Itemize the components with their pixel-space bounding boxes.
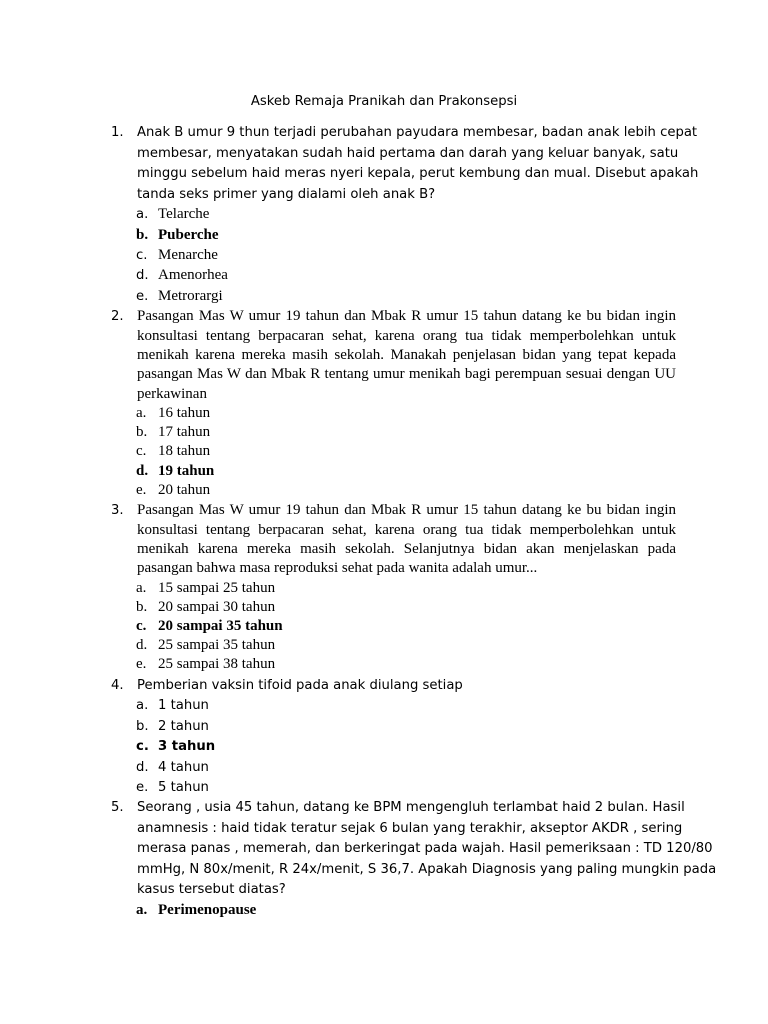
option-letter: e. [136,482,147,498]
option-text: Amenorhea [158,267,228,283]
option-text-answer: 20 sampai 35 tahun [158,618,283,634]
question-text-line: menikah karena mereka masih sekolah. Manakah penjelasan bidan yang tepat kepada [137,347,676,363]
option-text: 1 tahun [158,698,209,713]
option-text: 17 tahun [158,424,211,440]
question-text-line: Anak B umur 9 thun terjadi perubahan payudara membesar, badan anak lebih cepat [137,125,698,140]
option-letter: c. [136,618,147,634]
question-text-line: menikah karena mereka masih sekolah. Selanjutnya bidan akan menjelaskan pada [137,541,676,557]
option-text: 25 sampai 35 tahun [158,637,276,653]
option-letter: c. [136,443,147,459]
option-text: 2 tahun [158,719,209,734]
option-text: 15 sampai 25 tahun [158,580,276,596]
option-text: Menarche [158,247,218,263]
option-text: 4 tahun [158,760,209,775]
option-letter: a. [136,698,149,713]
option-letter: a. [136,405,147,421]
option-text: 18 tahun [158,443,211,459]
option-letter: b. [136,599,148,615]
option-letter: a. [136,207,149,222]
option-text-answer: 19 tahun [158,463,215,479]
option-text: 20 sampai 30 tahun [158,599,276,615]
option-text: 16 tahun [158,405,211,421]
question-number: 2. [111,309,124,324]
question-text-line: kasus tersebut diatas? [137,882,286,897]
option-letter: d. [136,637,148,653]
option-letter: e. [136,780,149,795]
option-text: 25 sampai 38 tahun [158,656,276,672]
question-text-line: pasangan Mas W dan Mbak R tentang umur menikah bagi perempuan sesuai dengan UU [137,366,676,382]
question-text-line: Seorang , usia 45 tahun, datang ke BPM mengengluh terlambat haid 2 bulan. Hasil [137,800,685,815]
option-text: 5 tahun [158,780,209,795]
question-text-line: membesar, menyatakan sudah haid pertama dan darah yang keluar banyak, satu [137,146,679,161]
question-number: 4. [111,678,124,693]
document-title: Askeb Remaja Pranikah dan Prakonsepsi [250,94,518,109]
option-letter: d. [136,268,149,283]
question-text-line: Pemberian vaksin tifoid pada anak diulang setiap [137,678,463,693]
option-text-answer: 3 tahun [158,739,216,754]
option-text: Telarche [158,206,210,222]
question-number: 1. [111,125,124,140]
option-letter: a. [136,580,147,596]
question-text-line: mmHg, N 80x/menit, R 24x/menit, S 36,7. Apakah Diagnosis yang paling mungkin pada [137,862,717,877]
option-letter: e. [136,289,149,304]
question-text-line: anamnesis : haid tidak teratur sejak 6 bulan yang terakhir, akseptor AKDR , sering [137,821,683,836]
question-text-line: Pasangan Mas W umur 19 tahun dan Mbak R umur 15 tahun datang ke bu bidan ingin [137,308,676,324]
option-text: Metrorargi [158,288,223,304]
question-number: 5. [111,800,124,815]
question-text-line: merasa panas , memerah, dan berkeringat pada wajah. Hasil pemeriksaan : TD 120/80 [137,841,713,856]
option-letter: b. [136,719,149,734]
option-text-answer: Puberche [158,227,219,243]
option-letter: b. [136,227,149,243]
question-number: 3. [111,503,124,518]
option-letter: c. [136,739,149,754]
option-letter: a. [136,902,148,918]
question-text-line: pasangan bahwa masa reproduksi sehat pada wanita adalah umur... [137,560,538,576]
option-letter: b. [136,424,148,440]
option-letter: d. [136,760,149,775]
question-text-line: minggu sebelum haid meras nyeri kepala, perut kembung dan mual. Disebut apakah [137,166,699,181]
option-text: 20 tahun [158,482,211,498]
question-text-line: Pasangan Mas W umur 19 tahun dan Mbak R umur 15 tahun datang ke bu bidan ingin [137,502,676,518]
question-text-line: tanda seks primer yang dialami oleh anak B? [137,187,436,202]
option-letter: d. [136,463,149,479]
option-text-answer: Perimenopause [158,902,257,918]
question-text-line: konsultasi tentang berpacaran sehat, karena orang tua tidak memperbolehkan untuk [137,328,676,344]
question-text-line: perkawinan [137,386,207,402]
question-text-line: konsultasi tentang berpacaran sehat, karena orang tua tidak memperbolehkan untuk [137,522,676,538]
option-letter: c. [136,248,148,263]
option-letter: e. [136,656,147,672]
